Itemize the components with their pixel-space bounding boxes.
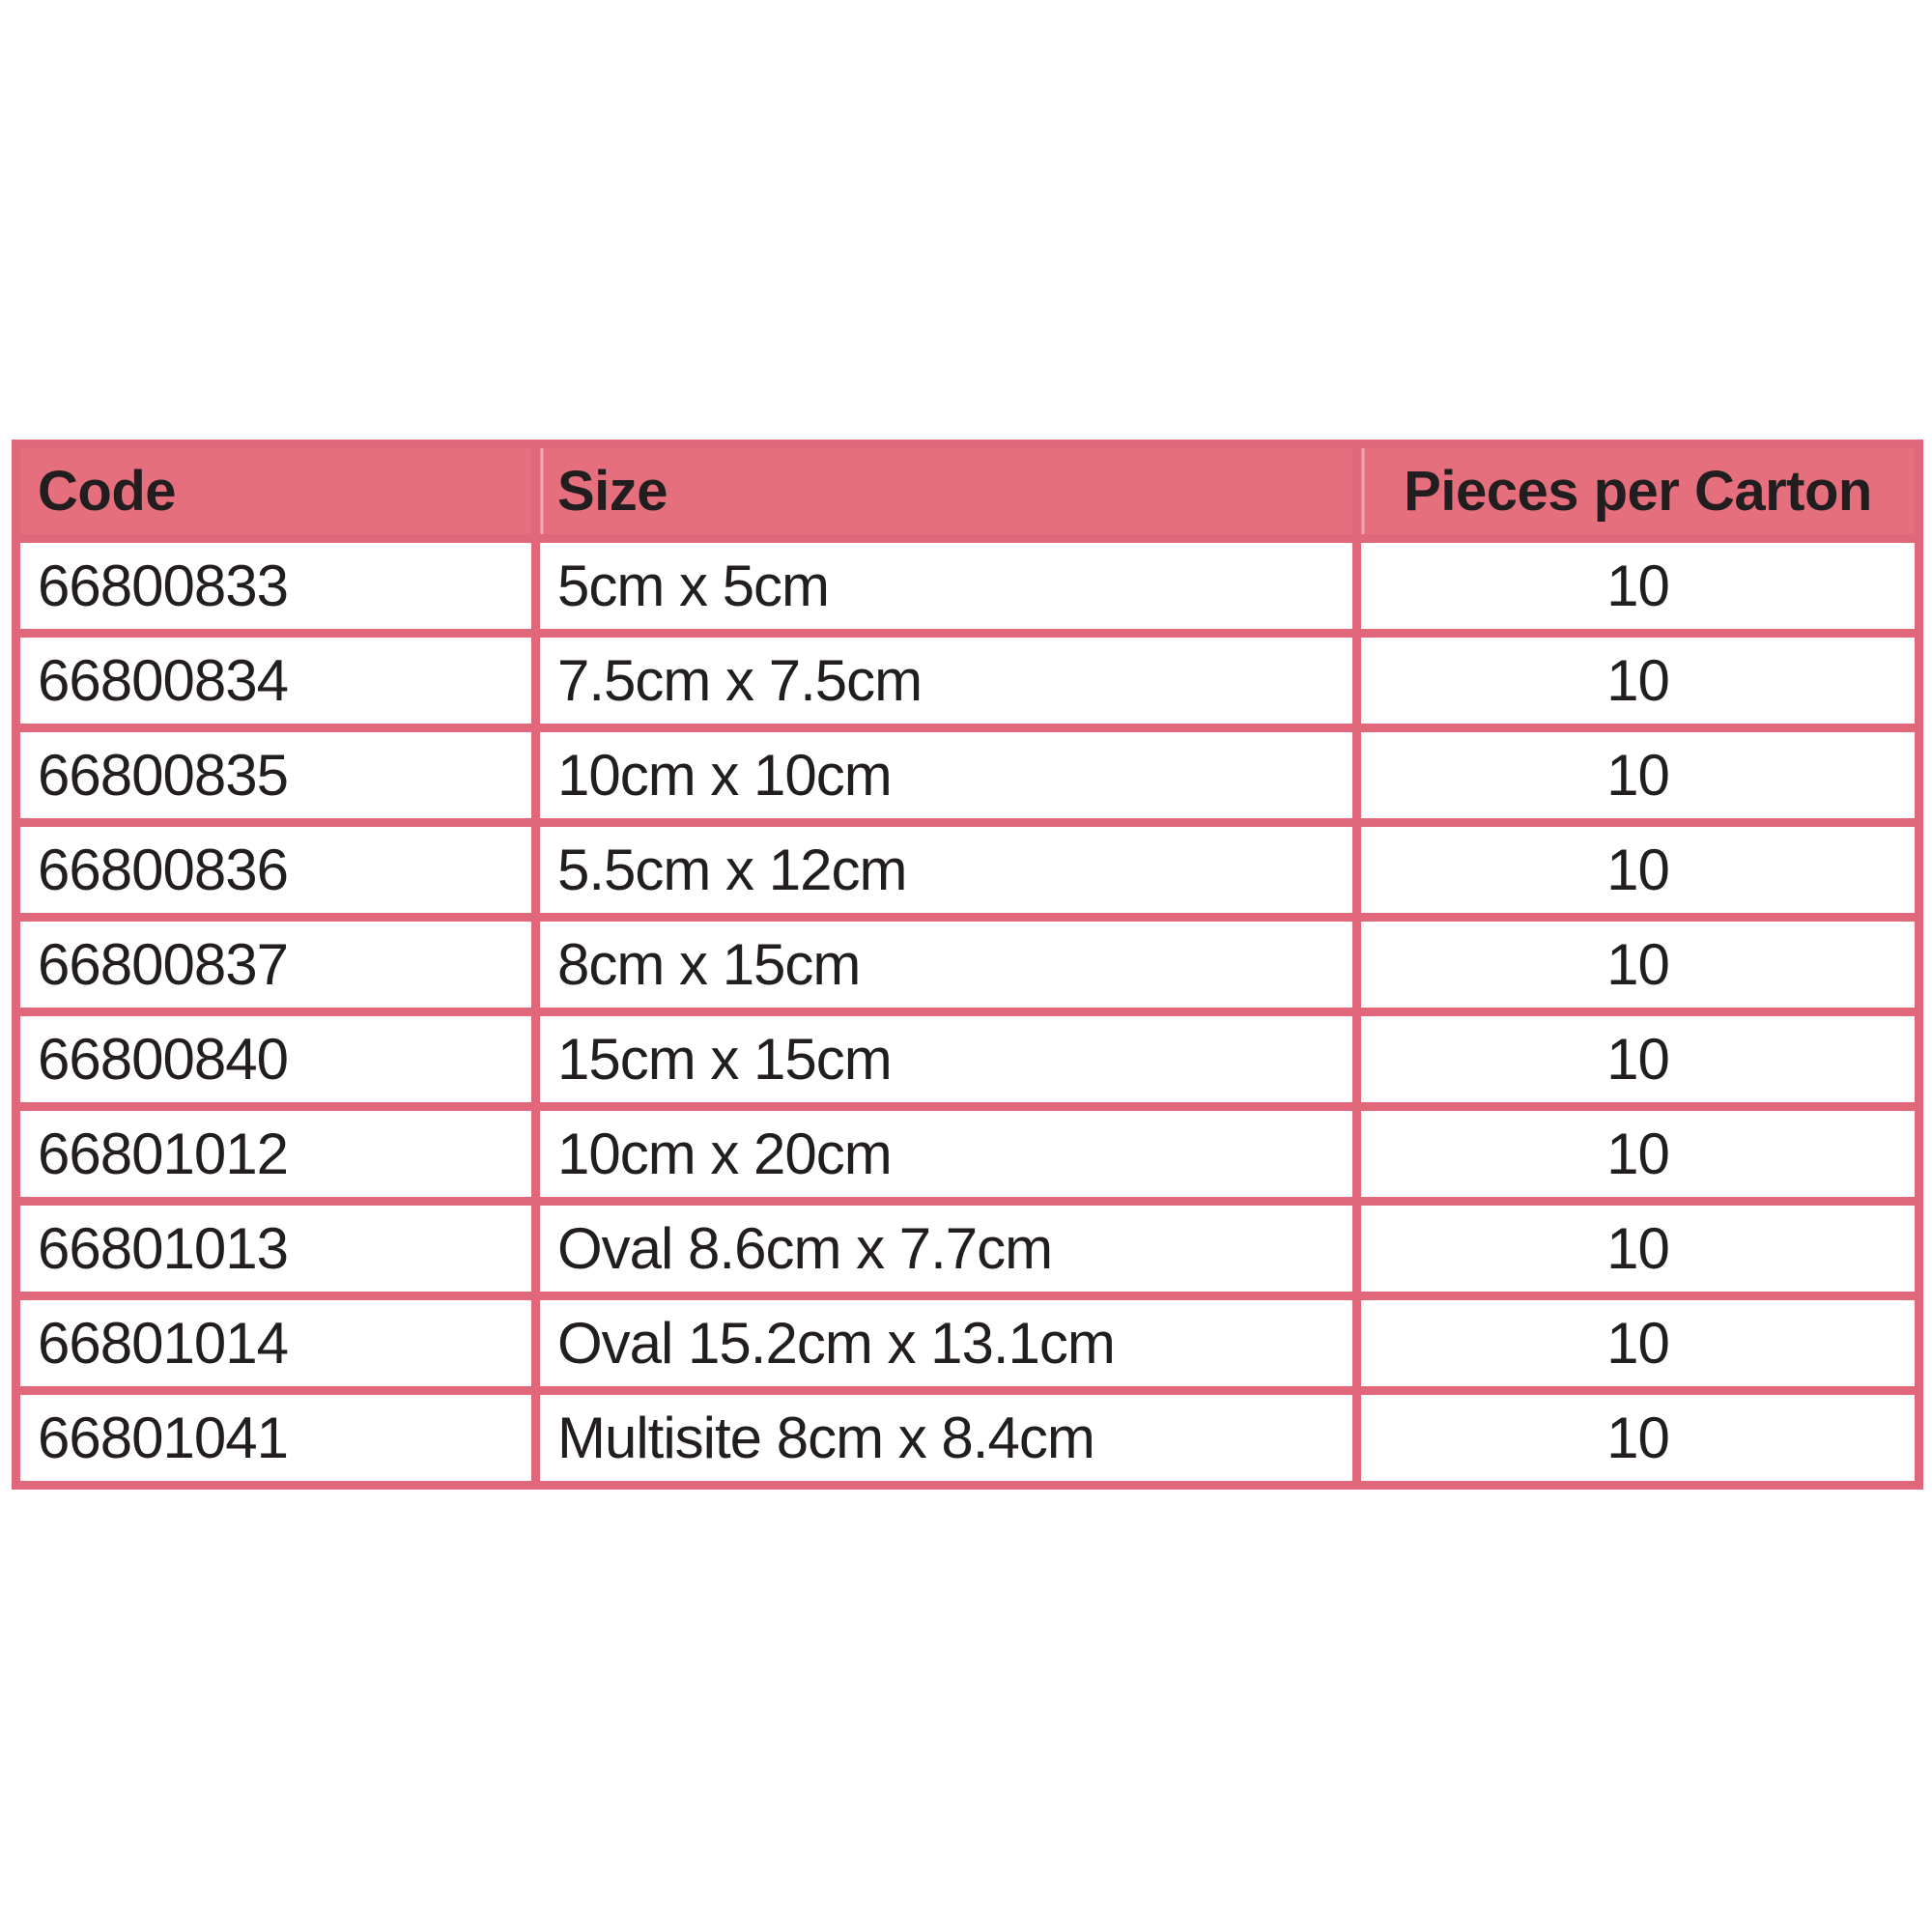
cell-code: 66801013	[16, 1202, 536, 1296]
column-header-size: Size	[536, 444, 1357, 539]
table-row	[16, 1296, 1919, 1391]
cell-size: 10cm x 10cm	[536, 728, 1357, 823]
table-row	[16, 1012, 1919, 1107]
cell-pieces: 10	[1357, 1202, 1919, 1296]
cell-size: 10cm x 20cm	[536, 1107, 1357, 1202]
cell-code: 66801041	[16, 1391, 536, 1486]
table-row	[16, 1202, 1919, 1296]
cell-size: 5cm x 5cm	[536, 539, 1357, 634]
cell-pieces: 10	[1357, 539, 1919, 634]
cell-size: Multisite 8cm x 8.4cm	[536, 1391, 1357, 1486]
cell-size: Oval 8.6cm x 7.7cm	[536, 1202, 1357, 1296]
cell-code: 66800835	[16, 728, 536, 823]
cell-pieces: 10	[1357, 634, 1919, 728]
table-row	[16, 634, 1919, 728]
table-row	[16, 539, 1919, 634]
cell-pieces: 10	[1357, 728, 1919, 823]
cell-size: 15cm x 15cm	[536, 1012, 1357, 1107]
cell-code: 66800833	[16, 539, 536, 634]
cell-size: 7.5cm x 7.5cm	[536, 634, 1357, 728]
cell-code: 66800836	[16, 823, 536, 918]
table-row	[16, 823, 1919, 918]
cell-pieces: 10	[1357, 1391, 1919, 1486]
cell-code: 66800834	[16, 634, 536, 728]
cell-size: 5.5cm x 12cm	[536, 823, 1357, 918]
cell-size: Oval 15.2cm x 13.1cm	[536, 1296, 1357, 1391]
cell-pieces: 10	[1357, 1107, 1919, 1202]
table-row	[16, 1391, 1919, 1486]
cell-code: 66800837	[16, 918, 536, 1012]
table-row	[16, 1107, 1919, 1202]
header-row	[16, 444, 1919, 539]
cell-code: 66801014	[16, 1296, 536, 1391]
cell-size: 8cm x 15cm	[536, 918, 1357, 1012]
column-header-code: Code	[16, 444, 536, 539]
cell-code: 66801012	[16, 1107, 536, 1202]
cell-pieces: 10	[1357, 1296, 1919, 1391]
table-row	[16, 728, 1919, 823]
table-row	[16, 918, 1919, 1012]
product-table	[12, 440, 1923, 1490]
cell-code: 66800840	[16, 1012, 536, 1107]
cell-pieces: 10	[1357, 1012, 1919, 1107]
cell-pieces: 10	[1357, 918, 1919, 1012]
column-header-pieces-per-carton: Pieces per Carton	[1357, 444, 1919, 539]
cell-pieces: 10	[1357, 823, 1919, 918]
